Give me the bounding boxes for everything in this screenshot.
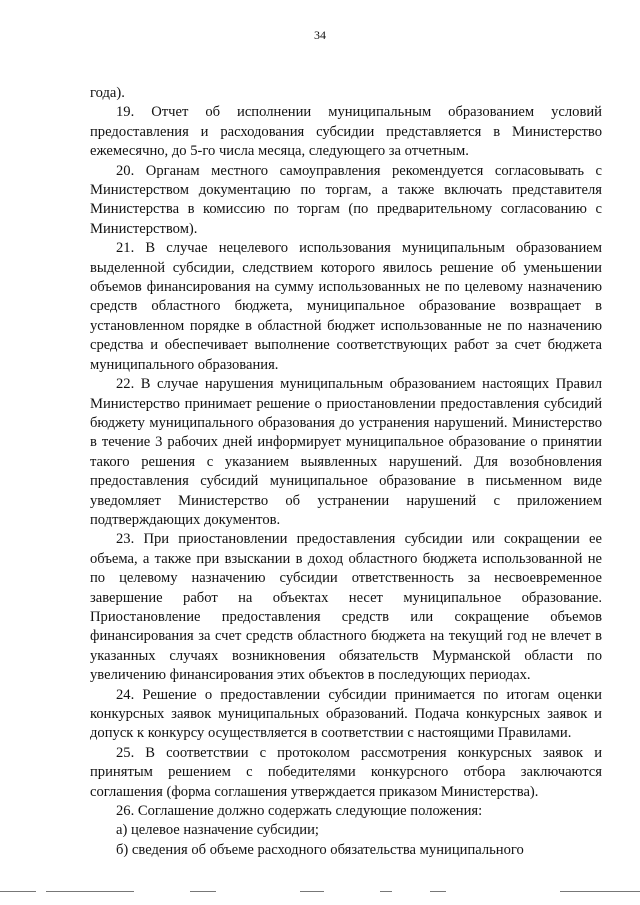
paragraph-21: 21. В случае нецелевого использования муниципальным образованием выделенной субсидии, следствием которого явилось решение об уменьшении объемов финансирования на сумму использованных не по целевому назначению средств областного бюджета, муниципальное образование возвращает в установленном порядке в областной бюджет использованные не по назначению средства и обеспечивает выполнение соответствующих работ за счет бюджета муниципального образования. bbox=[90, 240, 602, 373]
scan-mark bbox=[190, 891, 216, 892]
paragraph-25: 25. В соответствии с протоколом рассмотрения конкурсных заявок и принятым решением с победителями конкурсного отбора заключаются соглашения (форма соглашения утверждается приказом Министерства). bbox=[90, 744, 602, 800]
paragraph-24: 24. Решение о предоставлении субсидии принимается по итогам оценки конкурсных заявок муниципальных образований. Подача конкурсных заявок и допуск к конкурсу осуществляется в соответствии с настоящими Правилами. bbox=[90, 686, 602, 742]
scan-mark bbox=[300, 891, 324, 892]
scan-mark bbox=[560, 891, 640, 892]
document-body bbox=[90, 84, 602, 860]
paragraph-22: 22. В случае нарушения муниципальным образованием настоящих Правил Министерство принимает решение о приостановлении предоставления субсидий бюджету муниципального образования до устранения нарушений. Министерство в течение 3 рабочих дней информирует муниципальное образование о принятии такого решения с указанием выявленных нарушений. Для возобновления предоставления субсидий муниципальное образование в письменном виде уведомляет Министерство об устранении нарушений с приложением подтверждающих документов. bbox=[90, 376, 602, 528]
paragraph-continuation: года). bbox=[90, 85, 125, 101]
scan-mark bbox=[430, 891, 446, 892]
scan-mark bbox=[46, 891, 134, 892]
page-number: 34 bbox=[314, 28, 326, 42]
list-item-b: б) сведения об объеме расходного обязательства муниципального bbox=[116, 841, 524, 858]
scan-mark bbox=[380, 891, 392, 892]
paragraph-20: 20. Органам местного самоуправления рекомендуется согласовывать с Министерством документацию по торгам, а также включать представителя Министерства в комиссию по торгам (по предварительному согласованию с Министерством). bbox=[90, 162, 602, 237]
paragraph-23: 23. При приостановлении предоставления субсидии или сокращении ее объема, а также при взыскании в доход областного бюджета использованной не по целевому назначению субсидии ответственность за несвоевременное завершение работ на объектах несет муниципальное образование. Приостановление предоставления средств или сокращение объемов финансирования за счет средств областного бюджета на текущий год не влечет в указанных случаях возникновения обязательств Мурманской области по увеличению финансирования этих объектов в последующих периодах. bbox=[90, 531, 602, 684]
list-item-a: а) целевое назначение субсидии; bbox=[116, 822, 319, 839]
paragraph-26: 26. Соглашение должно содержать следующие положения: bbox=[116, 803, 483, 820]
scan-edge-marks bbox=[0, 891, 640, 895]
scan-mark bbox=[0, 891, 36, 892]
paragraph-19: 19. Отчет об исполнении муниципальным образованием условий предоставления и расходования субсидии представляется в Министерство ежемесячно, до 5-го числа месяца, следующего за отчетным. bbox=[90, 104, 602, 160]
